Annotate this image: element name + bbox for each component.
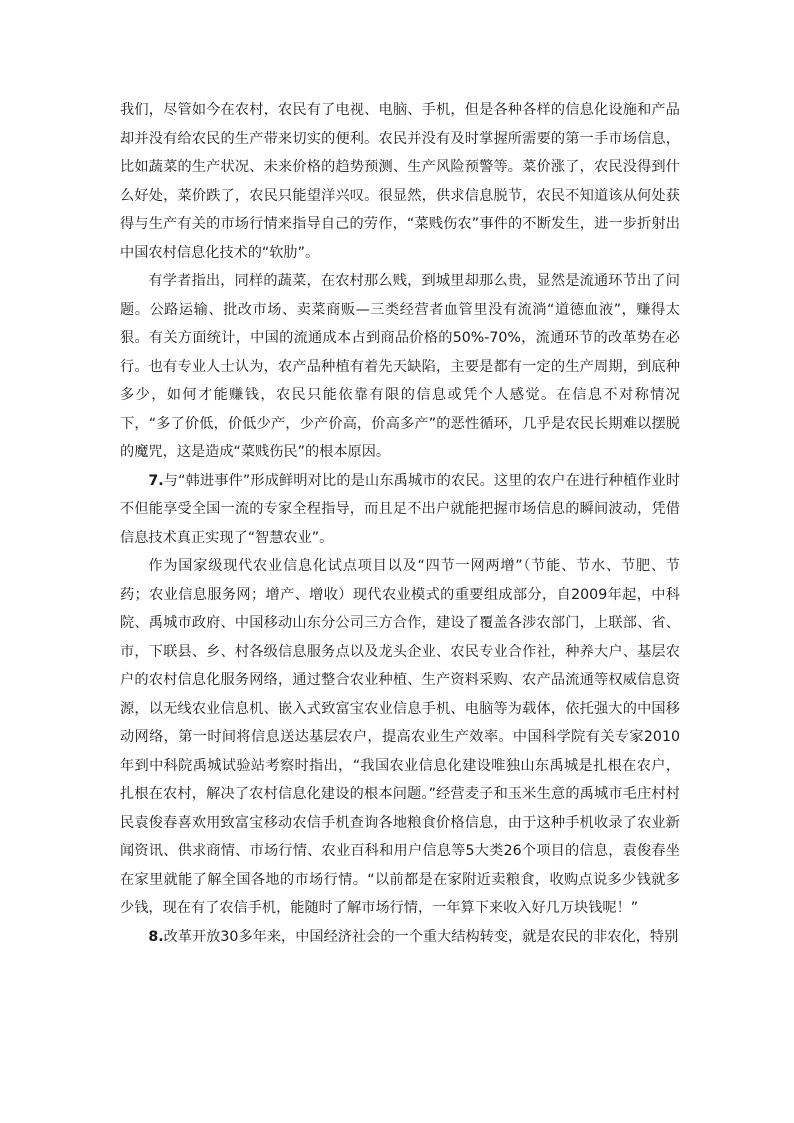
- document-body: [120, 96, 680, 951]
- paragraph-7: [120, 467, 680, 553]
- paragraph-8: [120, 923, 680, 952]
- paragraph-number: 7.: [148, 472, 164, 489]
- paragraph-circulation-costs: 有学者指出，同样的蔬菜，在农村那么贱，到城里却那么贵，显然是流通环节出了问题。公路运输、批改市场、卖菜商贩—三类经营者血管里没有流淌“道德血液”，赚得太狠。有关方面统计，中国的流通成本占到商品价格的50%-70%，流通环节的改革势在必行。也有专业人士认为，农产品种植有着先天缺陷，主要是都有一定的生产周期，到底种多少，如何才能赚钱，农民只能依靠有限的信息或凭个人感觉。在信息不对称情况下，“多了价低，价低少产，少产价高，价高多产”的恶性循环，几乎是农民长期难以摆脱的魔咒，这是造成“菜贱伤民”的根本原因。: [120, 273, 680, 460]
- paragraph-text: 改革开放30多年来，中国经济社会的一个重大结构转变，就是农民的非农化，特别: [163, 928, 679, 945]
- paragraph-text: 与“韩进事件”形成鲜明对比的是山东禹城市的农民。这里的农户在进行种植作业时不但能享受全国一流的专家全程指导，而且足不出户就能把握市场信息的瞬间波动，凭借信息技术真正实现了“智慧农业”。: [120, 472, 680, 546]
- paragraph-number: 8.: [148, 928, 164, 945]
- paragraph-rural-informatization: 我们，尽管如今在农村，农民有了电视、电脑、手机，但是各种各样的信息化设施和产品却并没有给农民的生产带来切实的便利。农民并没有及时掌握所需要的第一手市场信息，比如蔬菜的生产状况、未来价格的趋势预测、生产风险预警等。菜价涨了，农民没得到什么好处，菜价跌了，农民只能望洋兴叹。很显然，供求信息脱节，农民不知道该从何处获得与生产有关的市场行情来指导自己的劳作，“菜贱伤农”事件的不断发生，进一步折射出中国农村信息化技术的“软肋”。: [120, 102, 680, 261]
- paragraph-yucheng-project: 作为国家级现代农业信息化试点项目以及“四节一网两增”（节能、节水、节肥、节药；农业信息服务网；增产、增收）现代农业模式的重要组成部分，自2009年起，中科院、禹城市政府、中国移动山东分公司三方合作，建设了覆盖各涉农部门，上联部、省、市，下联县、乡、村各级信息服务点以及龙头企业、农民专业合作社，种养大户、基层农户的农村信息化服务网络，通过整合农业种植、生产资料采购、农产品流通等权威信息资源，以无线农业信息机、嵌入式致富宝农业信息手机、电脑等为载体，依托强大的中国移动网络，第一时间将信息送达基层农户，提高农业生产效率。中国科学院有关专家2010年到中科院禹城试验站考察时指出，“我国农业信息化建设唯独山东禹城是扎根在农户，扎根在农村，解决了农村信息化建设的根本问题。”经营麦子和玉米生意的禹城市毛庄村村民袁俊春喜欢用致富宝移动农信手机查询各地粮食价格信息，由于这种手机收录了农业新闻资讯、供求商情、市场行情、农业百科和用户信息等5大类26个项目的信息，袁俊春坐在家里就能了解全国各地的市场行情。“以前都是在家附近卖粮食，收购点说多少钱就多少钱，现在有了农信手机，能随时了解市场行情，一年算下来收入好几万块钱呢！”: [120, 558, 680, 916]
